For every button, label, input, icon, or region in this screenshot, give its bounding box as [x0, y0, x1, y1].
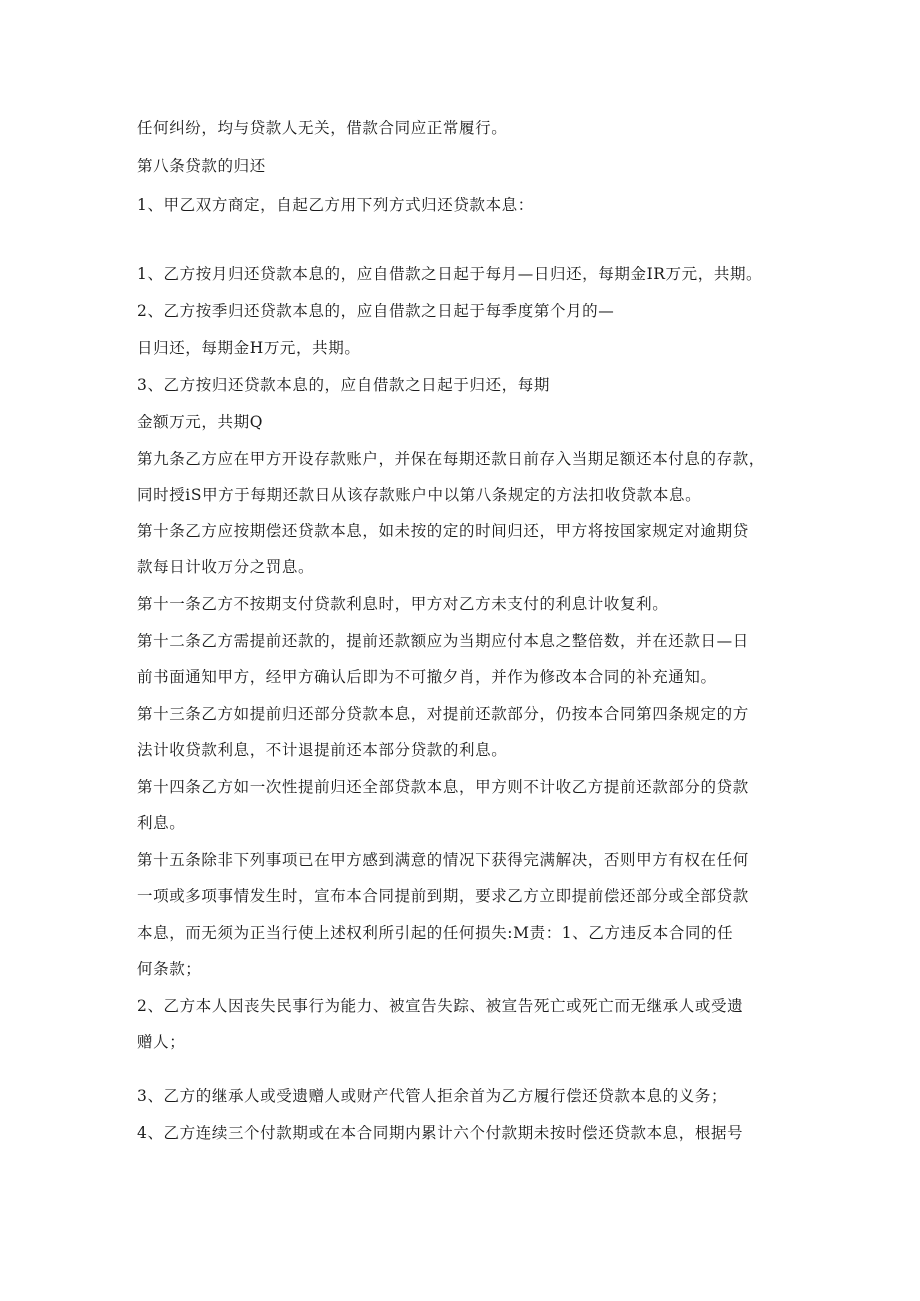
text-line: 本息，而无须为正当行使上述权利所引起的任何损失:M责：1、乙方违反本合同的任 [137, 924, 734, 942]
text-line: 3、乙方的继承人或受遗赠人或财产代管人拒余首为乙方履行偿还贷款本息的义务； [137, 1087, 728, 1105]
text-line: 第十四条乙方如一次性提前归还全部贷款本息，甲方则不计收乙方提前还款部分的贷款 [137, 778, 749, 796]
text-line: 2、乙方本人因丧失民事行为能力、被宣告失踪、被宣告死亡或死亡而无继承人或受遗 [137, 997, 744, 1015]
text-line: 1、甲乙双方商定，自起乙方用下列方式归还贷款本息： [137, 196, 534, 214]
text-line: 4、乙方连续三个付款期或在本合同期内累计六个付款期未按时偿还贷款本息，根据号 [137, 1124, 744, 1142]
text-line: 何条款； [137, 960, 202, 978]
text-line: 利息。 [137, 814, 186, 832]
text-line: 第九条乙方应在甲方开设存款账户，并保在每期还款日前存入当期足额还本付息的存款， [137, 450, 765, 468]
text-line: 任何纠纷，均与贷款人无关，借款合同应正常履行。 [137, 119, 508, 137]
text-line: 3、乙方按归还贷款本息的，应自借款之日起于归还，每期 [137, 376, 550, 394]
text-line: 第十三条乙方如提前归还部分贷款本息，对提前还款部分，仍按本合同第四条规定的方 [137, 705, 749, 723]
text-line: 法计收贷款利息，不计退提前还本部分贷款的利息。 [137, 741, 508, 759]
text-line: 同时授iS甲方于每期还款日从该存款账户中以第八条规定的方法扣收贷款本息。 [137, 486, 702, 504]
text-line: 2、乙方按季归还贷款本息的，应自借款之日起于每季度第个月的— [137, 302, 615, 320]
text-line: 第十五条除非下列事项已在甲方感到满意的情况下获得完满解决，否则甲方有权在任何 [137, 851, 749, 869]
text-line: 金额万元，共期Q [137, 413, 264, 431]
text-line: 前书面通知甲方，经甲方确认后即为不可撤夕肖，并作为修改本合同的补充通知。 [137, 668, 717, 686]
text-line: 赠人； [137, 1033, 186, 1051]
text-line: 第十二条乙方需提前还款的，提前还款额应为当期应付本息之整倍数，并在还款日—日 [137, 632, 749, 650]
text-line: 1、乙方按月归还贷款本息的，应自借款之日起于每月—日归还，每期金IR万元，共期。 [137, 265, 763, 283]
text-line: 一项或多项事情发生时，宣布本合同提前到期，要求乙方立即提前偿还部分或全部贷款 [137, 887, 749, 905]
text-line: 第十条乙方应按期偿还贷款本息，如未按的定的时间归还，甲方将按国家规定对逾期贷 [137, 522, 749, 540]
section-heading: 第八条贷款的归还 [137, 157, 266, 175]
text-line: 第十一条乙方不按期支付贷款利息时，甲方对乙方未支付的利息计收复利。 [137, 595, 669, 613]
text-line: 日归还，每期金H万元，共期。 [137, 339, 361, 357]
text-line: 款每日计收万分之罚息。 [137, 558, 315, 576]
